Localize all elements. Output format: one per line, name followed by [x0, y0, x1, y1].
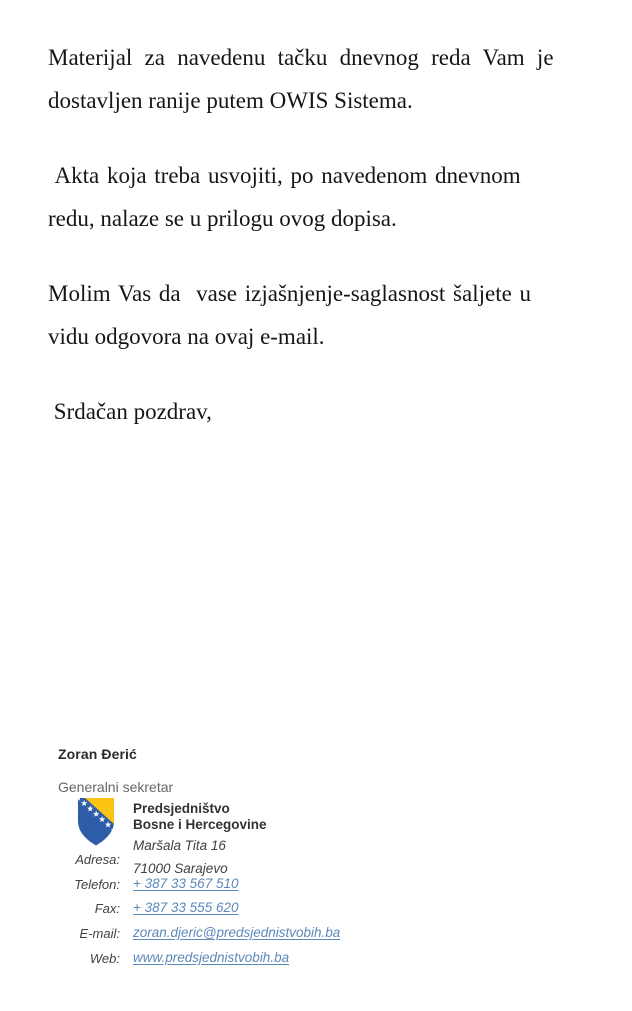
organization-name — [133, 801, 267, 832]
closing-line: Srdačan pozdrav, — [48, 399, 212, 424]
body-line: Akta koja treba usvojiti, po navedenom dnevnom — [48, 163, 521, 188]
body-paragraph — [48, 272, 588, 358]
organization-name-line1: Predsjedništvo — [133, 801, 230, 816]
address-label: Adresa: — [75, 852, 120, 867]
bih-coat-of-arms-icon — [75, 797, 117, 847]
email-link[interactable]: zoran.djeric@predsjednistvobih.ba — [133, 925, 341, 940]
address-street: Maršala Tita 16 — [133, 838, 226, 853]
sender-name: Zoran Đerić — [58, 746, 137, 762]
body-line: vidu odgovora na ovaj e-mail. — [48, 324, 325, 349]
web-label: Web: — [89, 951, 120, 966]
fax-label: Fax: — [94, 901, 120, 916]
organization-name-line2: Bosne i Hercegovine — [133, 816, 267, 832]
sender-title: Generalni sekretar — [58, 779, 174, 795]
body-paragraph — [48, 390, 588, 433]
email-body — [48, 36, 588, 465]
telefon-link[interactable]: + 387 33 567 510 — [133, 876, 239, 891]
body-line: dostavljen ranije putem OWIS Sistema. — [48, 88, 413, 113]
email-label: E-mail: — [79, 926, 120, 941]
body-line: redu, nalaze se u prilogu ovog dopisa. — [48, 206, 397, 231]
body-paragraph — [48, 154, 588, 240]
web-link[interactable]: www.predsjednistvobih.ba — [133, 950, 290, 965]
body-line: Materijal za navedenu tačku dnevnog reda Vam je — [48, 45, 554, 70]
address-city: 71000 Sarajevo — [133, 861, 228, 876]
body-paragraph — [48, 36, 588, 122]
body-line: Molim Vas da vase izjašnjenje-saglasnost šaljete u — [48, 281, 532, 306]
telefon-label: Telefon: — [74, 877, 120, 892]
fax-link[interactable]: + 387 33 555 620 — [133, 900, 239, 915]
